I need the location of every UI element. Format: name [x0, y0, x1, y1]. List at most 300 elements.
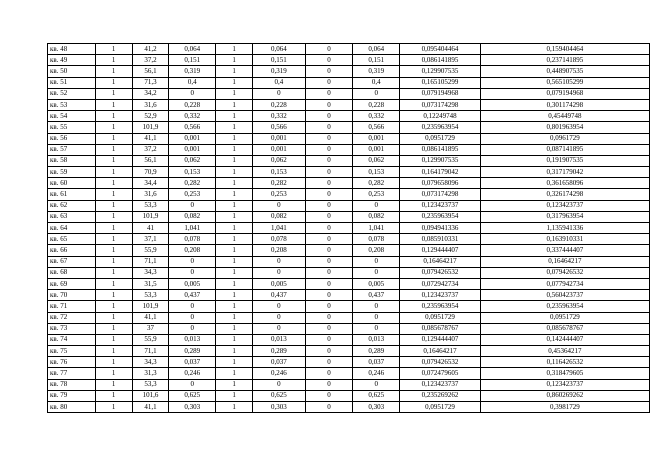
cell-apartment-number: кв. 58 — [48, 155, 96, 166]
cell-total-value: 0,087141895 — [480, 144, 649, 155]
cell-coefficient: 1 — [216, 211, 253, 222]
cell-area: 71,1 — [132, 346, 169, 357]
cell-area: 31,3 — [132, 368, 169, 379]
cell-coefficient: 1 — [216, 390, 253, 401]
cell-value-a: 0,064 — [169, 44, 216, 55]
cell-value-b: 0 — [252, 200, 305, 211]
cell-zero-value: 0 — [305, 357, 353, 368]
cell-area: 71,3 — [132, 77, 169, 88]
cell-value-b: 0,625 — [252, 390, 305, 401]
cell-apartment-number: кв. 76 — [48, 357, 96, 368]
cell-value-c: 0,013 — [353, 334, 400, 345]
cell-count: 1 — [95, 402, 132, 413]
cell-value-a: 0,319 — [169, 66, 216, 77]
cell-apartment-number: кв. 71 — [48, 301, 96, 312]
cell-apartment-number: кв. 66 — [48, 245, 96, 256]
cell-value-a: 0,037 — [169, 357, 216, 368]
cell-zero-value: 0 — [305, 234, 353, 245]
cell-apartment-number: кв. 63 — [48, 211, 96, 222]
cell-coefficient: 1 — [216, 357, 253, 368]
cell-zero-value: 0 — [305, 390, 353, 401]
cell-value-a: 0,4 — [169, 77, 216, 88]
cell-value-a: 0 — [169, 312, 216, 323]
cell-value-b: 0,064 — [252, 44, 305, 55]
cell-total-value: 0,116426532 — [480, 357, 649, 368]
cell-area: 31,6 — [132, 189, 169, 200]
cell-value-a: 0,078 — [169, 234, 216, 245]
cell-value-c: 0 — [353, 267, 400, 278]
cell-area: 34,3 — [132, 267, 169, 278]
cell-zero-value: 0 — [305, 223, 353, 234]
cell-apartment-number: кв. 69 — [48, 278, 96, 289]
cell-apartment-number: кв. 77 — [48, 368, 96, 379]
cell-total-value: 0,159404464 — [480, 44, 649, 55]
cell-area: 37,1 — [132, 234, 169, 245]
table-row — [48, 178, 650, 189]
cell-value-c: 0 — [353, 200, 400, 211]
cell-rate-value: 0,073174298 — [400, 99, 481, 110]
cell-value-b: 0,001 — [252, 144, 305, 155]
cell-value-b: 0,319 — [252, 66, 305, 77]
cell-value-a: 0,151 — [169, 55, 216, 66]
cell-zero-value: 0 — [305, 111, 353, 122]
cell-value-b: 0 — [252, 312, 305, 323]
cell-rate-value: 0,129907535 — [400, 155, 481, 166]
cell-count: 1 — [95, 390, 132, 401]
cell-apartment-number: кв. 54 — [48, 111, 96, 122]
table-row — [48, 133, 650, 144]
cell-value-c: 0 — [353, 379, 400, 390]
cell-total-value: 0,448907535 — [480, 66, 649, 77]
cell-value-a: 0,005 — [169, 278, 216, 289]
cell-coefficient: 1 — [216, 323, 253, 334]
cell-count: 1 — [95, 44, 132, 55]
cell-count: 1 — [95, 267, 132, 278]
cell-rate-value: 0,235269262 — [400, 390, 481, 401]
cell-value-b: 0 — [252, 88, 305, 99]
cell-rate-value: 0,129907535 — [400, 66, 481, 77]
cell-apartment-number: кв. 70 — [48, 290, 96, 301]
cell-zero-value: 0 — [305, 334, 353, 345]
cell-area: 37,2 — [132, 144, 169, 155]
cell-zero-value: 0 — [305, 144, 353, 155]
cell-rate-value: 0,123423737 — [400, 379, 481, 390]
cell-value-b: 0,437 — [252, 290, 305, 301]
cell-total-value: 0,317179042 — [480, 167, 649, 178]
cell-value-b: 0 — [252, 267, 305, 278]
cell-apartment-number: кв. 65 — [48, 234, 96, 245]
cell-value-c: 0,289 — [353, 346, 400, 357]
cell-value-a: 0,013 — [169, 334, 216, 345]
apartment-table — [47, 43, 650, 413]
cell-value-c: 0,4 — [353, 77, 400, 88]
cell-value-b: 0,001 — [252, 133, 305, 144]
cell-value-a: 0 — [169, 256, 216, 267]
cell-value-c: 0,208 — [353, 245, 400, 256]
cell-apartment-number: кв. 72 — [48, 312, 96, 323]
cell-coefficient: 1 — [216, 368, 253, 379]
cell-value-c: 0 — [353, 301, 400, 312]
cell-area: 34,3 — [132, 357, 169, 368]
cell-total-value: 0,0951729 — [480, 312, 649, 323]
cell-value-b: 0,208 — [252, 245, 305, 256]
cell-value-c: 0 — [353, 88, 400, 99]
table-row — [48, 44, 650, 55]
cell-value-b: 0 — [252, 301, 305, 312]
cell-count: 1 — [95, 334, 132, 345]
cell-zero-value: 0 — [305, 99, 353, 110]
cell-value-a: 0,001 — [169, 144, 216, 155]
table-row — [48, 267, 650, 278]
cell-rate-value: 0,235963954 — [400, 211, 481, 222]
cell-zero-value: 0 — [305, 312, 353, 323]
cell-total-value: 0,318479605 — [480, 368, 649, 379]
cell-value-b: 0 — [252, 379, 305, 390]
cell-value-a: 0,208 — [169, 245, 216, 256]
cell-coefficient: 1 — [216, 290, 253, 301]
table-row — [48, 111, 650, 122]
cell-area: 31,6 — [132, 99, 169, 110]
cell-zero-value: 0 — [305, 211, 353, 222]
cell-value-a: 0 — [169, 200, 216, 211]
cell-value-b: 0,566 — [252, 122, 305, 133]
cell-total-value: 0,191907535 — [480, 155, 649, 166]
cell-count: 1 — [95, 301, 132, 312]
cell-value-b: 0,013 — [252, 334, 305, 345]
cell-zero-value: 0 — [305, 88, 353, 99]
cell-rate-value: 0,123423737 — [400, 200, 481, 211]
cell-value-c: 0,228 — [353, 99, 400, 110]
cell-count: 1 — [95, 77, 132, 88]
cell-total-value: 0,560423737 — [480, 290, 649, 301]
cell-total-value: 0,3981729 — [480, 402, 649, 413]
cell-value-c: 0,153 — [353, 167, 400, 178]
cell-total-value: 0,163910331 — [480, 234, 649, 245]
cell-rate-value: 0,086141895 — [400, 144, 481, 155]
cell-area: 55,9 — [132, 334, 169, 345]
table-row — [48, 390, 650, 401]
cell-count: 1 — [95, 256, 132, 267]
cell-area: 101,9 — [132, 211, 169, 222]
cell-coefficient: 1 — [216, 99, 253, 110]
cell-value-a: 0 — [169, 301, 216, 312]
cell-value-c: 0,319 — [353, 66, 400, 77]
cell-coefficient: 1 — [216, 77, 253, 88]
cell-value-a: 0,228 — [169, 99, 216, 110]
cell-coefficient: 1 — [216, 402, 253, 413]
cell-total-value: 0,077942734 — [480, 278, 649, 289]
cell-coefficient: 1 — [216, 44, 253, 55]
cell-value-c: 0,437 — [353, 290, 400, 301]
cell-rate-value: 0,164179042 — [400, 167, 481, 178]
cell-zero-value: 0 — [305, 189, 353, 200]
cell-area: 53,3 — [132, 200, 169, 211]
cell-area: 41 — [132, 223, 169, 234]
cell-apartment-number: кв. 55 — [48, 122, 96, 133]
cell-value-b: 0,289 — [252, 346, 305, 357]
cell-zero-value: 0 — [305, 368, 353, 379]
cell-zero-value: 0 — [305, 178, 353, 189]
cell-total-value: 0,085678767 — [480, 323, 649, 334]
table-body — [48, 44, 650, 413]
cell-rate-value: 0,072479605 — [400, 368, 481, 379]
cell-apartment-number: кв. 68 — [48, 267, 96, 278]
cell-apartment-number: кв. 73 — [48, 323, 96, 334]
cell-rate-value: 0,085910331 — [400, 234, 481, 245]
cell-apartment-number: кв. 62 — [48, 200, 96, 211]
table-row — [48, 77, 650, 88]
cell-rate-value: 0,12249748 — [400, 111, 481, 122]
cell-count: 1 — [95, 189, 132, 200]
cell-count: 1 — [95, 278, 132, 289]
table-row — [48, 167, 650, 178]
table-row — [48, 88, 650, 99]
cell-coefficient: 1 — [216, 234, 253, 245]
cell-zero-value: 0 — [305, 301, 353, 312]
cell-rate-value: 0,0951729 — [400, 133, 481, 144]
table-row — [48, 379, 650, 390]
cell-coefficient: 1 — [216, 167, 253, 178]
cell-value-b: 0,303 — [252, 402, 305, 413]
cell-coefficient: 1 — [216, 200, 253, 211]
cell-rate-value: 0,123423737 — [400, 290, 481, 301]
table-row — [48, 323, 650, 334]
cell-total-value: 0,079194968 — [480, 88, 649, 99]
cell-count: 1 — [95, 133, 132, 144]
cell-coefficient: 1 — [216, 223, 253, 234]
cell-value-c: 0,151 — [353, 55, 400, 66]
cell-coefficient: 1 — [216, 245, 253, 256]
cell-rate-value: 0,095404464 — [400, 44, 481, 55]
cell-value-a: 0,153 — [169, 167, 216, 178]
cell-rate-value: 0,129444407 — [400, 245, 481, 256]
table-row — [48, 256, 650, 267]
cell-coefficient: 1 — [216, 301, 253, 312]
cell-rate-value: 0,079426532 — [400, 357, 481, 368]
cell-total-value: 0,361658096 — [480, 178, 649, 189]
cell-value-b: 0,151 — [252, 55, 305, 66]
cell-total-value: 0,337444407 — [480, 245, 649, 256]
cell-value-b: 0,082 — [252, 211, 305, 222]
cell-total-value: 0,565105299 — [480, 77, 649, 88]
cell-zero-value: 0 — [305, 402, 353, 413]
cell-total-value: 0,235963954 — [480, 301, 649, 312]
cell-count: 1 — [95, 290, 132, 301]
cell-zero-value: 0 — [305, 155, 353, 166]
cell-value-a: 0,282 — [169, 178, 216, 189]
cell-area: 34,4 — [132, 178, 169, 189]
cell-value-a: 0,566 — [169, 122, 216, 133]
cell-value-a: 0,332 — [169, 111, 216, 122]
cell-apartment-number: кв. 57 — [48, 144, 96, 155]
cell-value-a: 0 — [169, 379, 216, 390]
cell-value-a: 0,062 — [169, 155, 216, 166]
cell-coefficient: 1 — [216, 379, 253, 390]
cell-area: 53,3 — [132, 379, 169, 390]
cell-total-value: 1,135941336 — [480, 223, 649, 234]
cell-value-b: 0 — [252, 256, 305, 267]
cell-apartment-number: кв. 60 — [48, 178, 96, 189]
cell-coefficient: 1 — [216, 55, 253, 66]
cell-coefficient: 1 — [216, 144, 253, 155]
table-row — [48, 234, 650, 245]
cell-coefficient: 1 — [216, 178, 253, 189]
cell-coefficient: 1 — [216, 312, 253, 323]
cell-rate-value: 0,235963954 — [400, 301, 481, 312]
cell-rate-value: 0,094941336 — [400, 223, 481, 234]
cell-count: 1 — [95, 55, 132, 66]
table-row — [48, 66, 650, 77]
cell-value-b: 0 — [252, 323, 305, 334]
cell-coefficient: 1 — [216, 155, 253, 166]
cell-rate-value: 0,235963954 — [400, 122, 481, 133]
cell-total-value: 0,16464217 — [480, 256, 649, 267]
cell-value-c: 0,078 — [353, 234, 400, 245]
table-row — [48, 211, 650, 222]
cell-apartment-number: кв. 64 — [48, 223, 96, 234]
cell-count: 1 — [95, 111, 132, 122]
cell-count: 1 — [95, 379, 132, 390]
cell-value-c: 0,001 — [353, 133, 400, 144]
cell-rate-value: 0,16464217 — [400, 346, 481, 357]
cell-value-a: 0 — [169, 88, 216, 99]
cell-count: 1 — [95, 88, 132, 99]
cell-apartment-number: кв. 49 — [48, 55, 96, 66]
cell-zero-value: 0 — [305, 379, 353, 390]
cell-total-value: 0,326174298 — [480, 189, 649, 200]
cell-zero-value: 0 — [305, 167, 353, 178]
cell-rate-value: 0,073174298 — [400, 189, 481, 200]
cell-count: 1 — [95, 223, 132, 234]
cell-coefficient: 1 — [216, 111, 253, 122]
cell-value-a: 0 — [169, 323, 216, 334]
cell-apartment-number: кв. 67 — [48, 256, 96, 267]
cell-count: 1 — [95, 99, 132, 110]
cell-total-value: 0,301174298 — [480, 99, 649, 110]
table-row — [48, 155, 650, 166]
cell-value-a: 0 — [169, 267, 216, 278]
cell-zero-value: 0 — [305, 200, 353, 211]
table-row — [48, 189, 650, 200]
cell-area: 55,9 — [132, 245, 169, 256]
cell-count: 1 — [95, 211, 132, 222]
cell-area: 101,9 — [132, 301, 169, 312]
table-row — [48, 368, 650, 379]
cell-value-b: 0,037 — [252, 357, 305, 368]
cell-value-c: 0,082 — [353, 211, 400, 222]
cell-value-c: 0,037 — [353, 357, 400, 368]
cell-rate-value: 0,0951729 — [400, 312, 481, 323]
cell-rate-value: 0,079194968 — [400, 88, 481, 99]
cell-apartment-number: кв. 61 — [48, 189, 96, 200]
cell-zero-value: 0 — [305, 122, 353, 133]
table-row — [48, 223, 650, 234]
cell-apartment-number: кв. 52 — [48, 88, 96, 99]
table-row — [48, 278, 650, 289]
cell-area: 71,1 — [132, 256, 169, 267]
cell-rate-value: 0,072942734 — [400, 278, 481, 289]
cell-coefficient: 1 — [216, 278, 253, 289]
cell-value-c: 0,625 — [353, 390, 400, 401]
cell-value-c: 1,041 — [353, 223, 400, 234]
cell-count: 1 — [95, 200, 132, 211]
table-row — [48, 55, 650, 66]
cell-rate-value: 0,085678767 — [400, 323, 481, 334]
cell-rate-value: 0,16464217 — [400, 256, 481, 267]
cell-zero-value: 0 — [305, 267, 353, 278]
cell-apartment-number: кв. 80 — [48, 402, 96, 413]
cell-area: 41,1 — [132, 133, 169, 144]
cell-count: 1 — [95, 178, 132, 189]
cell-apartment-number: кв. 56 — [48, 133, 96, 144]
cell-value-c: 0,282 — [353, 178, 400, 189]
cell-value-a: 0,303 — [169, 402, 216, 413]
table-row — [48, 312, 650, 323]
cell-value-b: 0,4 — [252, 77, 305, 88]
cell-area: 41,1 — [132, 312, 169, 323]
cell-zero-value: 0 — [305, 77, 353, 88]
cell-zero-value: 0 — [305, 245, 353, 256]
table-row — [48, 402, 650, 413]
cell-count: 1 — [95, 144, 132, 155]
cell-count: 1 — [95, 368, 132, 379]
cell-value-c: 0 — [353, 256, 400, 267]
table-row — [48, 357, 650, 368]
cell-value-c: 0,064 — [353, 44, 400, 55]
cell-zero-value: 0 — [305, 256, 353, 267]
cell-coefficient: 1 — [216, 133, 253, 144]
cell-value-b: 0,228 — [252, 99, 305, 110]
cell-apartment-number: кв. 53 — [48, 99, 96, 110]
cell-count: 1 — [95, 245, 132, 256]
cell-zero-value: 0 — [305, 290, 353, 301]
cell-count: 1 — [95, 167, 132, 178]
cell-apartment-number: кв. 75 — [48, 346, 96, 357]
cell-rate-value: 0,086141895 — [400, 55, 481, 66]
cell-value-c: 0,001 — [353, 144, 400, 155]
cell-apartment-number: кв. 78 — [48, 379, 96, 390]
cell-area: 101,6 — [132, 390, 169, 401]
cell-zero-value: 0 — [305, 133, 353, 144]
cell-total-value: 0,45449748 — [480, 111, 649, 122]
table-row — [48, 334, 650, 345]
cell-zero-value: 0 — [305, 278, 353, 289]
table-row — [48, 346, 650, 357]
cell-rate-value: 0,165105299 — [400, 77, 481, 88]
cell-apartment-number: кв. 48 — [48, 44, 96, 55]
cell-value-b: 0,005 — [252, 278, 305, 289]
cell-coefficient: 1 — [216, 122, 253, 133]
cell-total-value: 0,142444407 — [480, 334, 649, 345]
cell-rate-value: 0,079426532 — [400, 267, 481, 278]
cell-total-value: 0,317963954 — [480, 211, 649, 222]
cell-coefficient: 1 — [216, 88, 253, 99]
cell-rate-value: 0,0951729 — [400, 402, 481, 413]
cell-area: 70,9 — [132, 167, 169, 178]
table-row — [48, 200, 650, 211]
cell-area: 41,1 — [132, 402, 169, 413]
cell-coefficient: 1 — [216, 66, 253, 77]
cell-count: 1 — [95, 155, 132, 166]
cell-apartment-number: кв. 59 — [48, 167, 96, 178]
cell-total-value: 0,860269262 — [480, 390, 649, 401]
cell-area: 56,1 — [132, 155, 169, 166]
cell-total-value: 0,079426532 — [480, 267, 649, 278]
table-row — [48, 290, 650, 301]
cell-zero-value: 0 — [305, 323, 353, 334]
cell-apartment-number: кв. 74 — [48, 334, 96, 345]
cell-total-value: 0,123423737 — [480, 200, 649, 211]
